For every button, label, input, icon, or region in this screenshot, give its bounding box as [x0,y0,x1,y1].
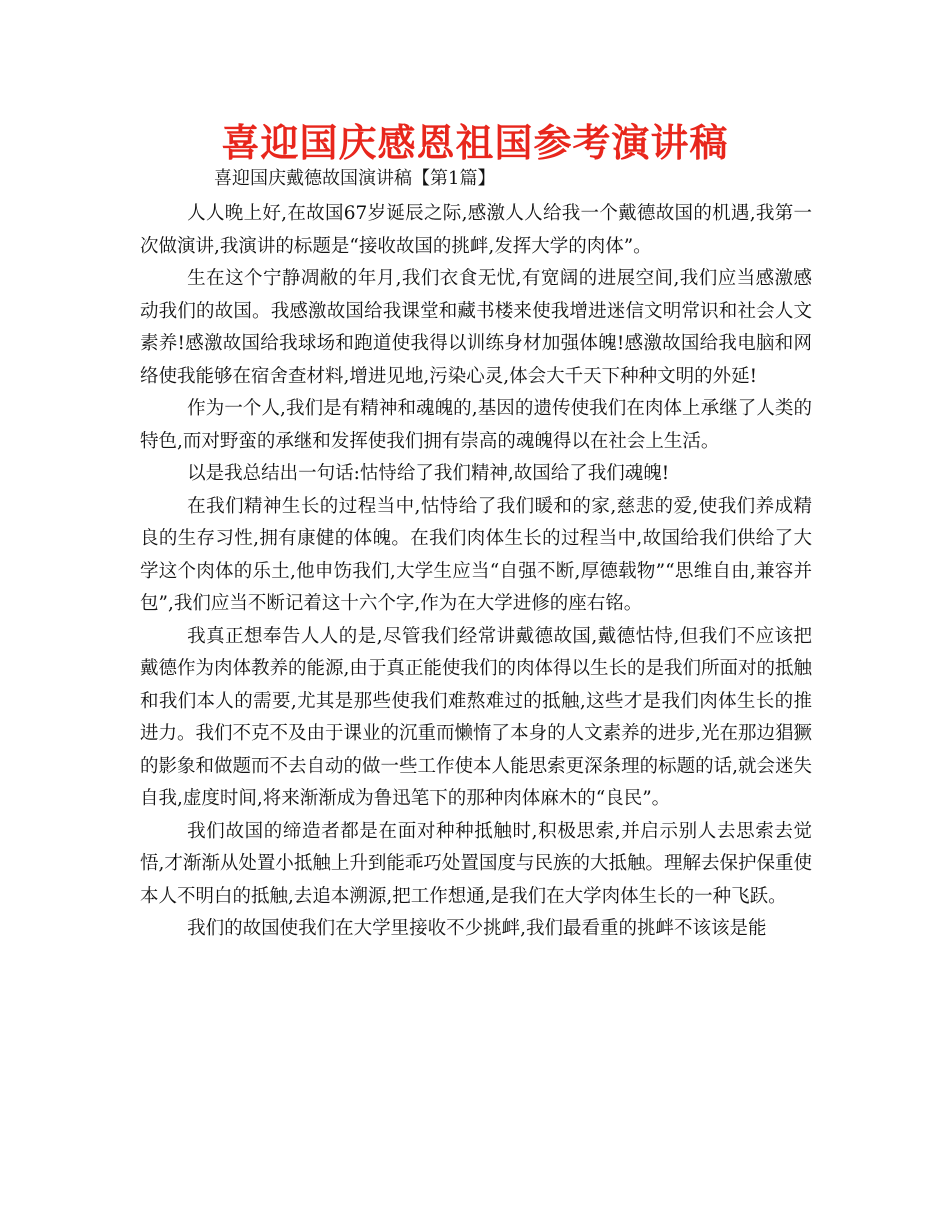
paragraph: 在我们精神生长的过程当中,怙恃给了我们暖和的家,慈悲的爱,使我们养成精良的生存习性,拥有康健的体魄。在我们肉体生长的过程当中,故国给我们供给了大学这个肉体的乐土,他申饬我们,大学生应当“自强不断,厚德载物”“思维自由,兼容并包”,我们应当不断记着这十六个字,作为在大学进修的座右铭。 [140,495,812,614]
paragraph: 人人晚上好,在故国67岁诞辰之际,感激人人给我一个戴德故国的机遇,我第一次做演讲,我演讲的标题是“接收故国的挑衅,发挥大学的肉体”。 [140,203,812,257]
paragraph: 我真正想奉告人人的是,尽管我们经常讲戴德故国,戴德怙恃,但我们不应该把戴德作为肉体教养的能源,由于真正能使我们的肉体得以生长的是我们所面对的抵触和我们本人的需要,尤其是那些使我们难熬难过的抵触,这些才是我们肉体生长的推进力。我们不克不及由于课业的沉重而懒惰了本身的人文素养的进步,光在那边猖獗的影象和做题而不去自动的做一些工作使本人能思索更深条理的标题的话,就会迷失自我,虚度时间,将来渐渐成为鲁迅笔下的那种肉体麻木的“良民”。 [140,625,812,809]
document-subtitle: 喜迎国庆戴德故国演讲稿【第1篇】 [214,168,496,189]
paragraph: 作为一个人,我们是有精神和魂魄的,基因的遗传使我们在肉体上承继了人类的特色,而对野蛮的承继和发挥使我们拥有崇高的魂魄得以在社会上生活。 [140,398,812,452]
paragraph: 我们故国的缔造者都是在面对种种抵触时,积极思索,并启示别人去思索去觉悟,才渐渐从处置小抵触上升到能乖巧处置国度与民族的大抵触。理解去保护保重使本人不明白的抵触,去追本溯源,把工作想通,是我们在大学肉体生长的一种飞跃。 [140,820,812,907]
paragraph: 生在这个宁静凋敝的年月,我们衣食无忧,有宽阔的进展空间,我们应当感激感动我们的故国。我感激故国给我课堂和藏书楼来使我增进迷信文明常识和社会人文素养!感激故国给我球场和跑道使我得以训练身材加强体魄!感激故国给我电脑和网络使我能够在宿舍查材料,增进见地,污染心灵,体会大千天下种种文明的外延! [140,268,812,387]
document-title: 喜迎国庆感恩祖国参考演讲稿 [221,120,729,165]
document-body [140,198,812,946]
paragraph: 我们的故国使我们在大学里接收不少挑衅,我们最看重的挑衅不该该是能 [187,918,767,939]
paragraph: 以是我总结出一句话:怙恃给了我们精神,故国给了我们魂魄! [187,463,670,484]
